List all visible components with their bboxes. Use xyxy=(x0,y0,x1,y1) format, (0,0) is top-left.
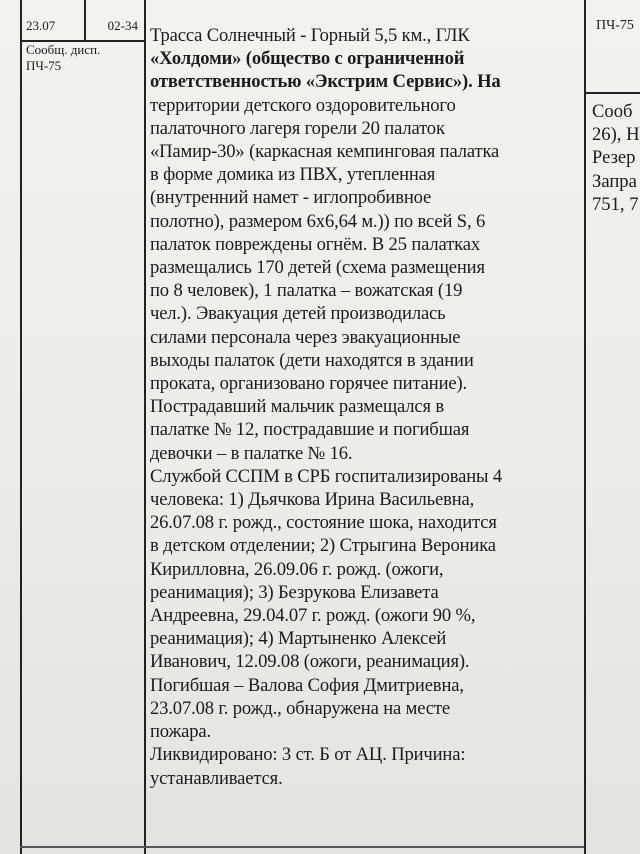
right-text-line: 26), Н xyxy=(592,124,640,146)
text-line: Иванович, 12.09.08 (ожоги, реанимация). xyxy=(150,651,470,673)
text-line: палаток повреждены огнём. В 25 палатках xyxy=(150,233,480,255)
text-line: территории детского оздоровительного xyxy=(150,94,456,116)
text-line: проката, организовано горячее питание). xyxy=(150,373,468,395)
text-line: полотно), размером 6х6,64 м.)) по всей S, 6 xyxy=(150,210,486,232)
text-line: Андреевна, 29.04.07 г. рожд. (ожоги 90 %, xyxy=(150,605,476,627)
text-line: ответственностью «Экстрим Сервис»). На xyxy=(150,71,501,93)
text-line: «Холдоми» (общество с ограниченной xyxy=(150,48,465,70)
text-line: выходы палаток (дети находятся в здании xyxy=(150,349,474,371)
text-line: чел.). Эвакуация детей производилась xyxy=(150,303,446,325)
source-line-2: ПЧ-75 xyxy=(26,58,62,73)
text-line: Службой ССПМ в СРБ госпитализированы 4 xyxy=(150,465,503,487)
text-line: 26.07.08 г. рожд., состояние шока, находится xyxy=(150,512,497,534)
table-bottom-edge xyxy=(20,846,584,848)
text-line: Пострадавший мальчик размещался в xyxy=(150,396,445,418)
text-line: Погибшая – Валова София Дмитриевна, xyxy=(150,674,464,696)
text-line: в форме домика из ПВХ, утепленная xyxy=(150,164,436,186)
text-line: устанавливается. xyxy=(150,767,283,789)
right-column-header: ПЧ-75 xyxy=(596,18,634,33)
text-line: по 8 человек), 1 палатка – вожатская (19 xyxy=(150,280,463,302)
left-cell xyxy=(26,18,144,74)
table-border-left xyxy=(20,0,22,854)
text-line: реанимация); 4) Мартыненко Алексей xyxy=(150,628,447,650)
incident-time: 02-34 xyxy=(107,18,138,33)
text-line: девочки – в палатке № 16. xyxy=(150,442,353,464)
text-line: в детском отделении; 2) Стрыгина Вероника xyxy=(150,535,496,557)
text-line: Ликвидировано: 3 ст. Б от АЦ. Причина: xyxy=(150,744,466,766)
table-divider-left-main xyxy=(144,0,146,854)
table-divider-main-right xyxy=(584,0,586,854)
text-line: палатке № 12, пострадавшие и погибшая xyxy=(150,419,470,441)
text-line: «Памир-30» (каркасная кемпинговая палатка xyxy=(150,141,500,163)
text-line: (внутренний намет - иглопробивное xyxy=(150,187,432,209)
right-text-line: Сооб xyxy=(592,101,633,122)
text-line: Кирилловна, 26.09.06 г. рожд. (ожоги, xyxy=(150,558,444,580)
table-divider-right-header xyxy=(584,92,640,94)
right-text-line: Резер xyxy=(592,147,636,169)
incident-date: 23.07 xyxy=(26,18,56,33)
right-column-text xyxy=(592,100,640,216)
text-line: человека: 1) Дьячкова Ирина Васильевна, xyxy=(150,489,475,511)
incident-report-text xyxy=(150,24,578,790)
text-line: реанимация); 3) Безрукова Елизавета xyxy=(150,581,439,603)
source-line-1: Сообщ. дисп. xyxy=(26,42,101,57)
text-line: силами персонала через эвакуационные xyxy=(150,326,461,348)
right-text-line: 751, 7 xyxy=(592,193,639,215)
text-line: 23.07.08 г. рожд., обнаружена на месте xyxy=(150,697,450,719)
text-line: палаточного лагеря горели 20 палаток xyxy=(150,117,445,139)
text-line: Трасса Солнечный - Горный 5,5 км., ГЛК xyxy=(150,25,470,46)
right-text-line: Запра xyxy=(592,170,637,192)
text-line: пожара. xyxy=(150,721,212,743)
text-line: размещались 170 детей (схема размещения xyxy=(150,257,485,279)
